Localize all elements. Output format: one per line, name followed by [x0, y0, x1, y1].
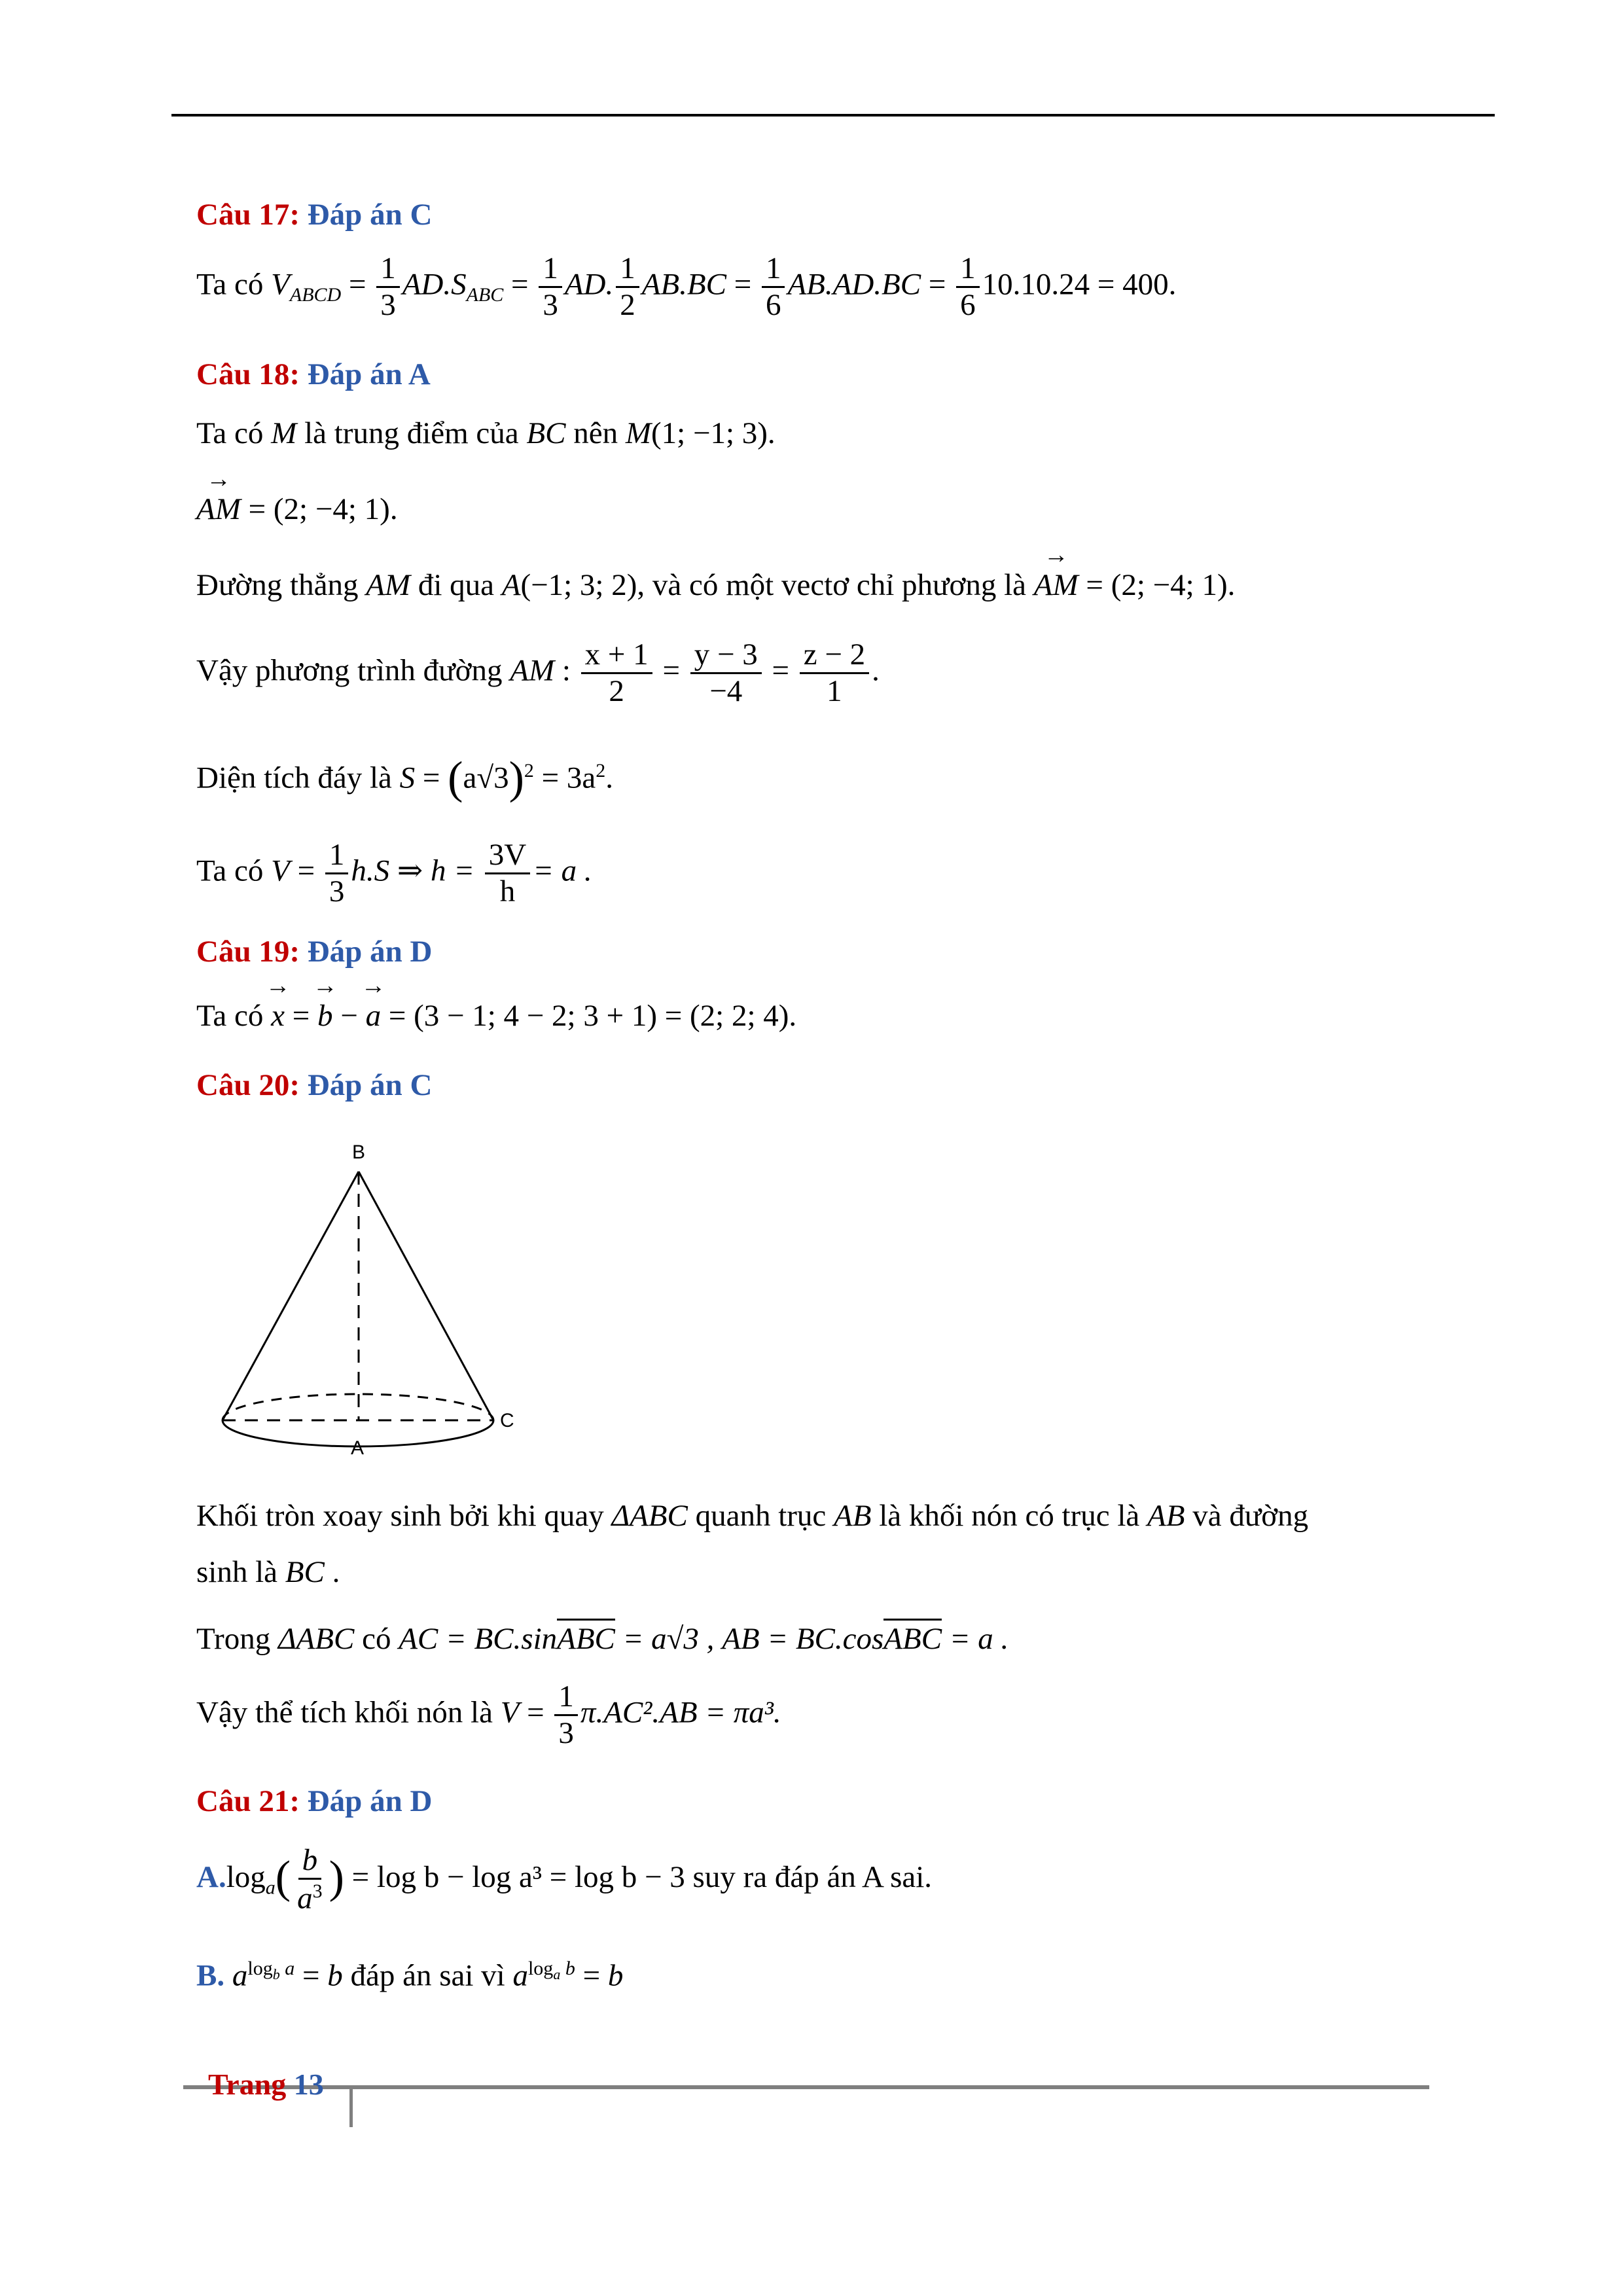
- point-a-label: A: [351, 1437, 365, 1459]
- point-b-label: B: [352, 1141, 366, 1163]
- cone-generator-bc: [359, 1172, 493, 1420]
- q21-option-a: $A.\log_a$( $\frac{b}{a^3}$ ) = log b − log a³ = log b − 3 suy ra đáp án A sai.: [196, 1843, 933, 1916]
- q18-line5: Diện tích đáy là $S = (a√3)^2 = 3a^2$.: [196, 753, 614, 804]
- q20-heading: Câu 20: Đáp án C: [196, 1068, 433, 1102]
- q20-para1: Khối tròn xoay sinh bởi khi quay ΔABC quanh trục AB là khối nón có trục là AB và đường: [196, 1499, 1309, 1533]
- header-rule: [171, 114, 1495, 117]
- footer-separator: [349, 2085, 353, 2127]
- cone-generator-left: [223, 1172, 359, 1420]
- q18-line2: → AM = (2; −4; 1).: [196, 491, 398, 528]
- q20-para1-cont: sinh là BC .: [196, 1555, 340, 1589]
- footer-rule: [183, 2085, 1429, 2089]
- q21-option-b: B. $a^{log_b a} = b$ đáp án sai vì $a^{log_a b} = b$: [196, 1958, 624, 1993]
- q21-heading: Câu 21: Đáp án D: [196, 1784, 433, 1818]
- cone-figure: [209, 1132, 524, 1499]
- q17-line: Ta có $V_{ABCD}$ = $\frac{1}{3}$ $AD.S_{ABC}$ = $\frac{1}{3}$ AD. $\frac{1}{2}$ AB.BC = $\frac{1}{6}$ AB.AD.BC = $\frac{1}{6}$ 10.10.24 = 400.: [196, 251, 1177, 323]
- q18-line3: Đường thẳng AM đi qua A(−1; 3; 2), và có một vectơ chỉ phương là → AM = (2; −4; 1).: [196, 567, 1235, 603]
- q18-line1: Ta có M là trung điểm của BC nên M(1; −1; 3).: [196, 416, 776, 450]
- q19-line: Ta có → x = → b − → a = (3 − 1; 4 − 2; 3 + 1) = (2; 2; 4).: [196, 997, 796, 1034]
- q17-heading: Câu 17: Đáp án C: [196, 198, 433, 232]
- q18-line4: Vậy phương trình đường AM : $\frac{x + 1}{2}$ = $\frac{y - 3}{-4}$ = $\frac{z - 2}{1}$ .: [196, 637, 880, 709]
- q20-para2: Trong ΔABC có AC = BC.sinABC = a√3 , AB = BC.cosABC = a .: [196, 1621, 1008, 1657]
- q18-line6: Ta có V = $\frac{1}{3}$ h.S ⇒ h = $\frac{3V}{h}$ = a .: [196, 838, 592, 909]
- point-c-label: C: [500, 1410, 514, 1431]
- q19-heading: Câu 19: Đáp án D: [196, 935, 433, 969]
- q20-para3: Vậy thể tích khối nón là V = $\frac{1}{3}$ π.AC².AB = πa³.: [196, 1679, 781, 1751]
- q18-heading: Câu 18: Đáp án A: [196, 357, 431, 391]
- page-number: Trang 13: [208, 2068, 324, 2101]
